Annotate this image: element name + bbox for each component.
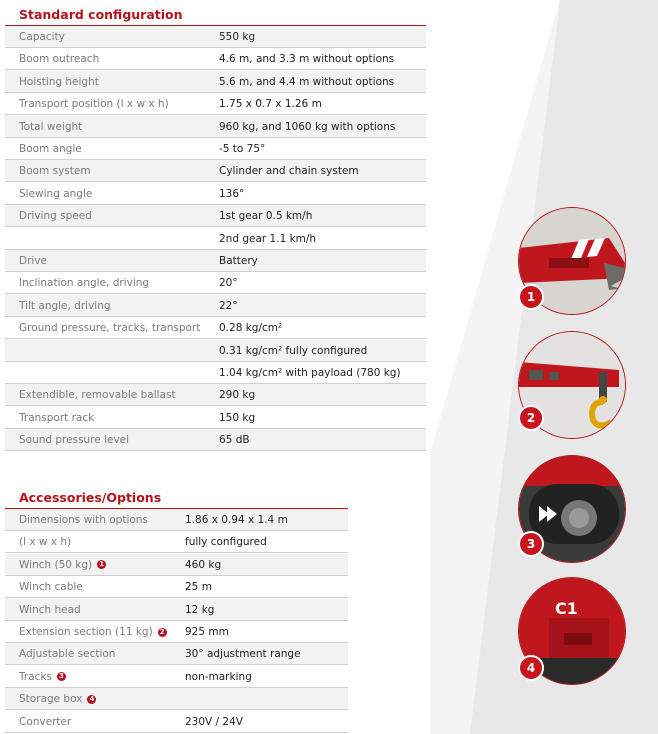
table-row [5,138,426,160]
row-value: 1st gear 0.5 km/h [219,210,313,223]
accessories-title: Accessories/Options [19,490,162,505]
image-number-1: 1 [518,284,544,310]
table-row [5,643,348,665]
table-row [5,531,348,553]
table-row [5,183,426,205]
row-value: 5.6 m, and 4.4 m without options [219,75,395,88]
table-row [5,250,426,272]
row-value: 1.86 x 0.94 x 1.4 m [185,514,288,526]
row-value: 20° [219,277,238,290]
row-label [19,53,99,65]
row-value: 925 mm [185,626,229,638]
table-row [5,295,426,317]
table-row [5,317,426,339]
svg-text:C1: C1 [555,599,578,618]
image-reference-badge: 1 [97,560,106,569]
row-value: 22° [219,299,238,312]
row-value: 136° [219,187,245,200]
row-label-text: Boom outreach [19,53,100,66]
row-label [19,604,81,616]
row-label-text: Storage box [19,693,83,706]
table-row [5,554,348,576]
row-label-text: Extendible, removable ballast [19,389,176,402]
table-row [5,228,426,250]
table-row [5,48,426,70]
table-row [5,599,348,621]
row-label [19,412,94,424]
row-value: 960 kg, and 1060 kg with options [219,120,396,133]
table-row [5,688,348,710]
row-label [19,581,83,593]
table-row [5,26,426,48]
row-value: 2nd gear 1.1 km/h [219,232,317,245]
row-label-text: Hoisting height [19,75,99,88]
table-row [5,205,426,227]
row-value: fully configured [185,536,267,549]
image-number-3: 3 [518,531,544,557]
table-row [5,509,348,531]
row-label-text: Sound pressure level [19,434,130,447]
row-label [19,434,129,446]
row-label [19,626,167,638]
row-label-text: Boom angle [19,143,82,155]
row-label-text: Ground pressure, tracks, transport [19,322,201,335]
row-label-text: Transport position (l x w x h) [19,98,169,111]
row-label-text: Winch (50 kg) [19,558,93,571]
row-label-text: Inclination angle, driving [19,277,150,290]
table-row [5,407,426,429]
image-number-2: 2 [518,405,544,431]
row-label-text: Driving speed [19,210,92,223]
row-label-text: Extension section (11 kg) [19,626,153,638]
row-label [19,716,71,728]
row-label-text: Adjustable section [19,648,116,661]
row-label-text: Boom system [19,165,91,178]
row-label-text: (l x w x h) [19,536,72,549]
row-value: 65 dB [219,434,250,447]
table-row [5,384,426,406]
row-label-text: Transport rack [19,411,95,424]
row-value: non-marking [185,670,252,683]
image-number-4: 4 [518,655,544,681]
row-divider [5,450,426,451]
row-value: 4.6 m, and 3.3 m without options [219,53,395,66]
row-label-text: Converter [19,715,72,728]
row-label [19,121,82,133]
row-label-text: Tilt angle, driving [19,299,111,312]
row-value: 290 kg [219,389,256,402]
table-row [5,429,426,451]
row-label [19,300,111,312]
row-value: 230V / 24V [185,715,243,728]
table-row [5,116,426,138]
table-row [5,93,426,115]
table-row [5,362,426,384]
row-value: -5 to 75° [219,143,266,155]
image-reference-badge: 4 [87,695,96,704]
row-label [19,514,148,526]
image-reference-badge: 2 [158,628,167,637]
row-label [19,165,91,177]
table-row [5,621,348,643]
row-label [19,188,92,200]
row-label [19,98,169,110]
row-value: 0.28 kg/cm² [219,322,283,335]
row-label [19,277,149,289]
row-label [19,559,106,571]
row-value: 150 kg [219,411,256,424]
row-value: 0.31 kg/cm² fully configured [219,344,368,357]
row-label-text: Total weight [19,120,83,133]
row-label [19,210,92,222]
row-divider [5,732,348,733]
row-label-text: Dimensions with options [19,514,148,526]
row-value: 460 kg [185,558,222,571]
row-label-text: Winch cable [19,581,83,594]
row-label-text: Capacity [19,31,65,43]
row-value: 1.75 x 0.7 x 1.26 m [219,98,322,111]
row-value: 1.04 kg/cm² with payload (780 kg) [219,367,401,379]
row-label [19,693,96,705]
row-label-text: Drive [19,255,47,267]
row-label [19,671,66,683]
table-row [5,711,348,733]
table-row [5,340,426,362]
row-value: 25 m [185,581,212,594]
row-value: 550 kg [219,31,256,43]
row-label-text: Tracks [19,670,52,683]
table-row [5,272,426,294]
row-label [19,536,71,548]
row-value: 30° adjustment range [185,648,301,661]
row-label [19,76,99,88]
row-label [19,255,47,267]
table-row [5,71,426,93]
row-label [19,648,115,660]
row-label [19,322,200,334]
row-label [19,143,82,155]
row-label [19,389,176,401]
row-label-text: Winch head [19,603,81,616]
row-label [19,31,65,43]
row-value: Cylinder and chain system [219,165,359,178]
row-value: Battery [219,255,258,267]
table-row [5,576,348,598]
row-value: 12 kg [185,603,215,616]
standard-configuration-title: Standard configuration [19,7,183,22]
table-row [5,160,426,182]
image-reference-badge: 3 [57,672,66,681]
table-row [5,666,348,688]
row-label-text: Slewing angle [19,187,93,200]
